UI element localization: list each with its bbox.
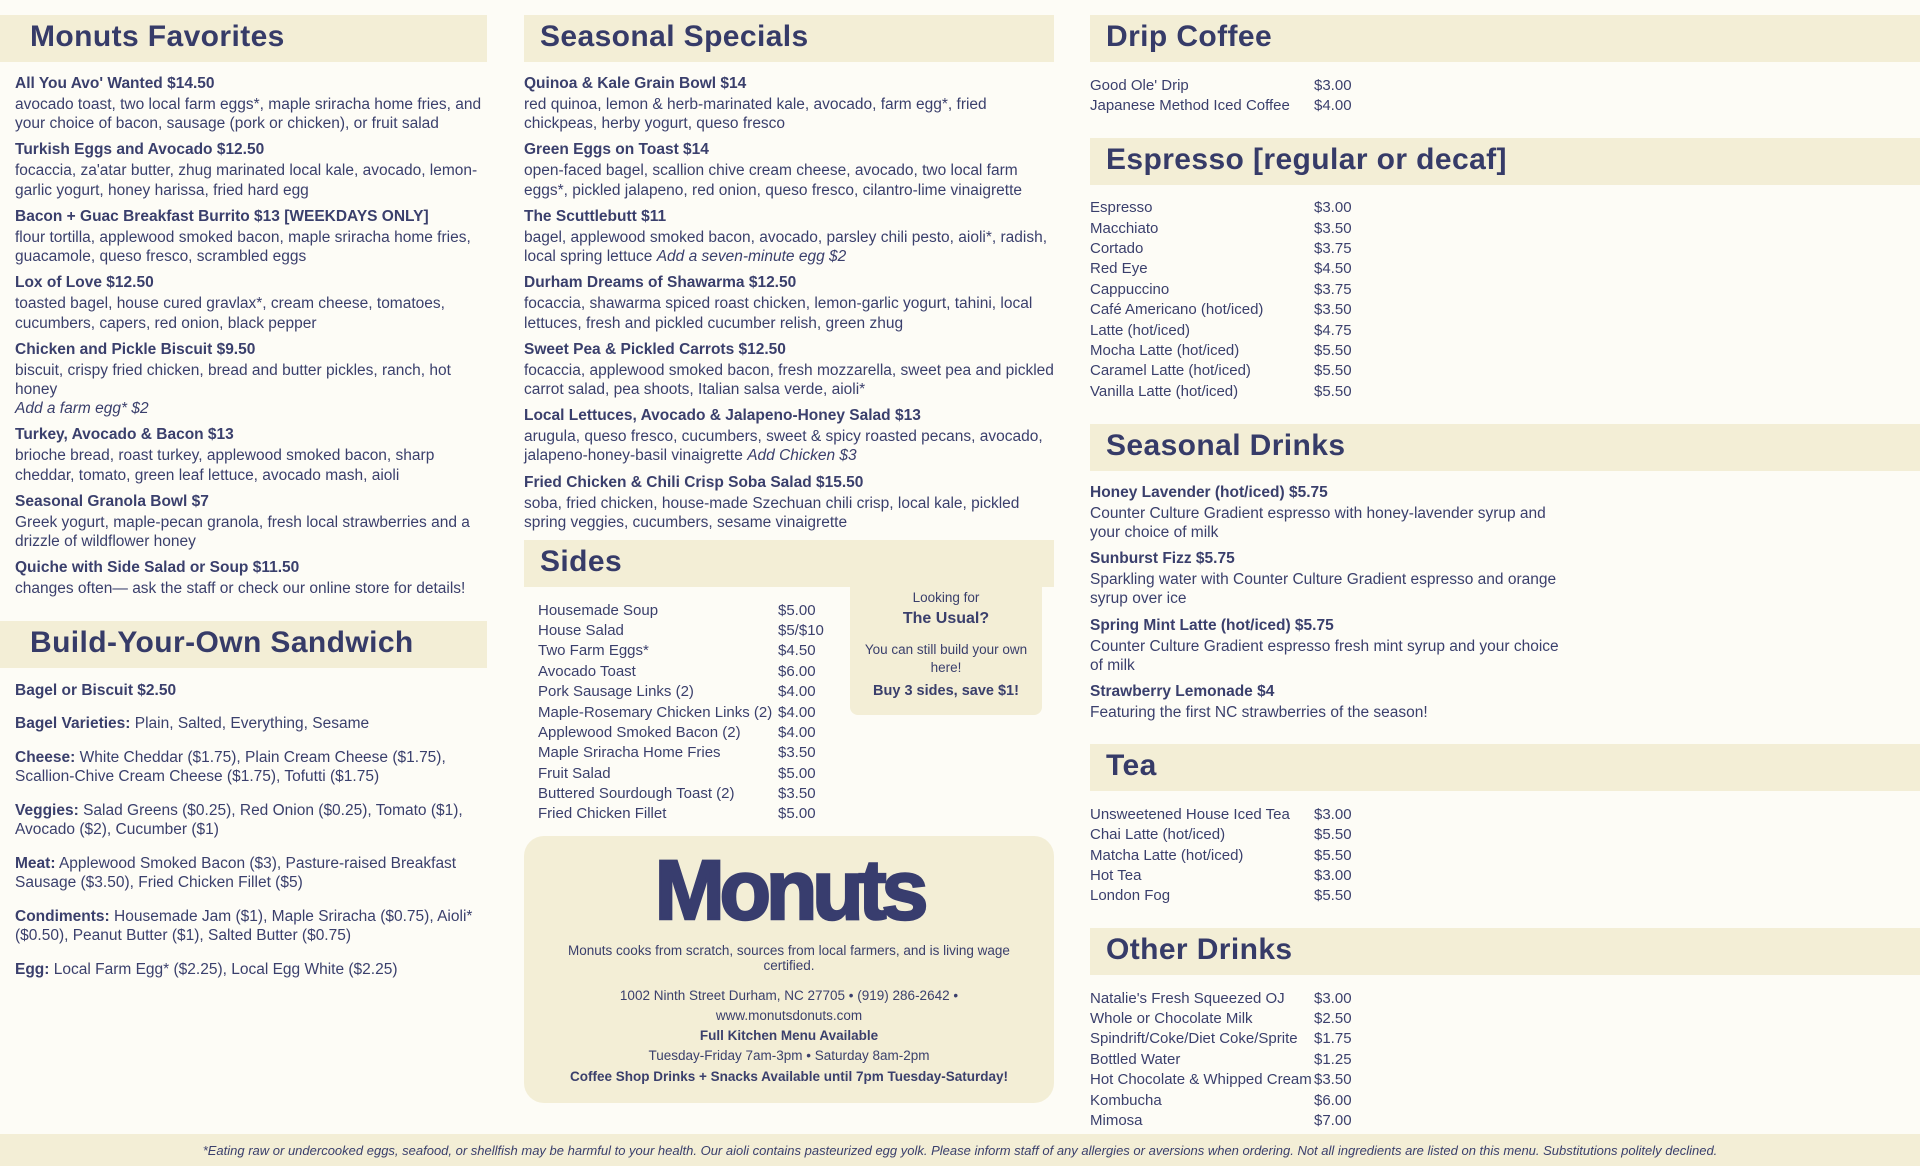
espresso-list bbox=[1090, 198, 1568, 402]
menu-item bbox=[15, 341, 487, 419]
side-name: Fruit Salad bbox=[538, 764, 611, 782]
drink-row bbox=[1090, 845, 1568, 865]
menu-item-desc: Counter Culture Gradient espresso fresh mint syrup and your choice of milk bbox=[1090, 637, 1559, 674]
usual-line-1: Looking for bbox=[912, 590, 980, 605]
menu-item-desc-text: focaccia, shawarma spiced roast chicken, lemon-garlic yogurt, tahini, local lettuces, fresh and pickled cucumber relish, green zhug bbox=[524, 295, 1033, 332]
drink-row bbox=[1090, 218, 1568, 238]
byo-line-text: White Cheddar ($1.75), Plain Cream Cheese ($1.75), Scallion-Chive Cream Cheese ($1.75), Tofutti ($1.75) bbox=[15, 748, 446, 786]
side-name: Avocado Toast bbox=[538, 662, 636, 680]
byo-line-label: Bagel Varieties: bbox=[15, 715, 131, 733]
byo-line-label: Condiments: bbox=[15, 907, 110, 925]
side-name: Buttered Sourdough Toast (2) bbox=[538, 785, 735, 803]
menu-item-name: Durham Dreams of Shawarma $12.50 bbox=[524, 274, 797, 292]
drink-name: Red Eye bbox=[1090, 260, 1148, 278]
drink-name: Kombucha bbox=[1090, 1091, 1162, 1109]
side-price: $5.00 bbox=[778, 764, 816, 782]
drink-price: $7.00 bbox=[1314, 1112, 1352, 1130]
menu-item-desc bbox=[524, 427, 1054, 465]
drink-price: $3.00 bbox=[1314, 76, 1352, 94]
tea-list bbox=[1090, 804, 1568, 906]
menu-item-name: Sunburst Fizz $5.75 bbox=[1090, 550, 1235, 568]
menu-item bbox=[1090, 484, 1568, 542]
menu-item bbox=[524, 341, 1054, 399]
menu-item-name: Quiche with Side Salad or Soup $11.50 bbox=[15, 559, 300, 577]
drink-price: $5.50 bbox=[1314, 342, 1352, 360]
kitchen-hours: Tuesday-Friday 7am-3pm • Saturday 8am-2pm bbox=[648, 1048, 930, 1064]
section-title-favorites: Monuts Favorites bbox=[0, 15, 487, 62]
section-title-specials: Seasonal Specials bbox=[524, 15, 1054, 62]
side-row bbox=[538, 682, 858, 702]
drink-name: Cortado bbox=[1090, 240, 1144, 258]
menu-item-desc bbox=[524, 95, 1054, 133]
drink-row bbox=[1090, 300, 1568, 320]
coffee-shop-hours: Coffee Shop Drinks + Snacks Available until 7pm Tuesday-Saturday! bbox=[570, 1068, 1008, 1084]
drink-row bbox=[1090, 259, 1568, 279]
menu-item-desc: Counter Culture Gradient espresso with honey-lavender syrup and your choice of milk bbox=[1090, 504, 1546, 541]
menu-item-name: Turkish Eggs and Avocado $12.50 bbox=[15, 141, 265, 159]
menu-item-name: Chicken and Pickle Biscuit $9.50 bbox=[15, 340, 256, 358]
side-price: $4.00 bbox=[778, 683, 816, 701]
menu-item-desc-text: open-faced bagel, scallion chive cream cheese, avocado, two local farm eggs*, pickled jalapeno, red onion, queso fresco, cilantro-lime vinaigrette bbox=[524, 162, 1023, 199]
byo-line bbox=[15, 714, 487, 734]
menu-item bbox=[15, 208, 487, 266]
monuts-logo: Monuts bbox=[654, 843, 924, 938]
side-name: Fried Chicken Fillet bbox=[538, 805, 667, 823]
menu-item-desc-text: flour tortilla, applewood smoked bacon, maple sriracha home fries, guacamole, queso fresco, scrambled eggs bbox=[15, 228, 471, 266]
drink-row bbox=[1090, 1009, 1568, 1029]
menu-item-name: Seasonal Granola Bowl $7 bbox=[15, 492, 209, 510]
favorites-list bbox=[15, 75, 487, 599]
byo-line-label: Veggies: bbox=[15, 801, 79, 819]
drink-price: $5.50 bbox=[1314, 887, 1352, 905]
drink-name: Café Americano (hot/iced) bbox=[1090, 301, 1264, 319]
drink-price: $4.50 bbox=[1314, 260, 1352, 278]
section-title-drip: Drip Coffee bbox=[1090, 15, 1920, 62]
menu-item-desc: Sparkling water with Counter Culture Gradient espresso and orange syrup over ice bbox=[1090, 571, 1557, 608]
drink-name: Japanese Method Iced Coffee bbox=[1090, 96, 1290, 114]
menu-item-desc bbox=[15, 579, 487, 598]
drink-name: London Fog bbox=[1090, 887, 1171, 905]
drink-price: $6.00 bbox=[1314, 1091, 1352, 1109]
drink-row bbox=[1090, 239, 1568, 259]
menu-item-name: Local Lettuces, Avocado & Jalapeno-Honey Salad $13 bbox=[524, 407, 921, 425]
side-name: Applewood Smoked Bacon (2) bbox=[538, 723, 741, 741]
byo-line bbox=[15, 907, 487, 946]
drink-row bbox=[1090, 1090, 1568, 1110]
drink-price: $3.50 bbox=[1314, 1071, 1352, 1089]
menu-item-desc-text: brioche bread, roast turkey, applewood smoked bacon, sharp cheddar, tomato, green leaf lettuce, avocado mash, aioli bbox=[15, 447, 435, 484]
menu-item-inline-note: Add Chicken $3 bbox=[747, 447, 857, 465]
menu-item-desc-text: arugula, queso fresco, cucumbers, sweet & spicy roasted pecans, avocado, jalapeno-honey-basil vinaigrette bbox=[524, 428, 1043, 465]
menu-item-desc-text: bagel, applewood smoked bacon, avocado, parsley chili pesto, aioli*, radish, local spring lettuce bbox=[524, 228, 1048, 266]
section-title-byo: Build-Your-Own Sandwich bbox=[0, 621, 487, 668]
side-row bbox=[538, 641, 858, 661]
side-row bbox=[538, 784, 858, 804]
menu-item bbox=[524, 474, 1054, 532]
menu-item bbox=[524, 407, 1054, 465]
menu-item-desc bbox=[15, 294, 487, 332]
drink-name: Macchiato bbox=[1090, 219, 1159, 237]
drink-price: $2.50 bbox=[1314, 1010, 1352, 1028]
menu-item-name: All You Avo' Wanted $14.50 bbox=[15, 75, 215, 92]
seasonal-drinks-list bbox=[1090, 484, 1568, 723]
other-drinks-list bbox=[1090, 988, 1568, 1131]
drink-name: Cappuccino bbox=[1090, 280, 1170, 298]
byo-list bbox=[15, 681, 487, 980]
usual-line-2: The Usual? bbox=[902, 609, 990, 627]
column-center bbox=[524, 0, 1054, 1103]
side-name: Maple Sriracha Home Fries bbox=[538, 744, 721, 762]
side-price: $5.00 bbox=[778, 601, 816, 619]
side-row bbox=[538, 661, 858, 681]
menu-item-desc bbox=[524, 494, 1054, 532]
side-price: $3.50 bbox=[778, 744, 816, 762]
drink-row bbox=[1090, 1070, 1568, 1090]
drink-price: $1.25 bbox=[1314, 1050, 1352, 1068]
side-price: $4.00 bbox=[778, 703, 816, 721]
byo-line bbox=[15, 748, 487, 787]
drink-row bbox=[1090, 1049, 1568, 1069]
drink-price: $3.50 bbox=[1314, 219, 1352, 237]
drink-row bbox=[1090, 804, 1568, 824]
column-left bbox=[15, 0, 487, 993]
menu-item-desc-text: red quinoa, lemon & herb-marinated kale, avocado, farm egg*, fried chickpeas, herby yogurt, queso fresco bbox=[524, 96, 987, 133]
drink-name: Bottled Water bbox=[1090, 1050, 1181, 1068]
side-row bbox=[538, 743, 858, 763]
side-price: $6.00 bbox=[778, 662, 816, 680]
byo-line-label: Egg: bbox=[15, 960, 50, 978]
menu-item-name: Honey Lavender (hot/iced) $5.75 bbox=[1090, 483, 1328, 501]
drip-list bbox=[1090, 75, 1568, 116]
menu-item-name: Green Eggs on Toast $14 bbox=[524, 141, 709, 159]
menu-item-name: Bacon + Guac Breakfast Burrito $13 [WEEKDAYS ONLY] bbox=[15, 207, 429, 225]
menu-item-desc-text: soba, fried chicken, house-made Szechuan chili crisp, local kale, pickled spring veggies, cucumbers, sesame vinaigrette bbox=[524, 494, 1020, 531]
drink-name: Natalie's Fresh Squeezed OJ bbox=[1090, 989, 1285, 1007]
menu-item bbox=[1090, 550, 1568, 608]
drink-name: Hot Tea bbox=[1090, 866, 1142, 884]
footer-band bbox=[0, 1134, 1920, 1166]
drink-name: Matcha Latte (hot/iced) bbox=[1090, 846, 1244, 864]
side-row bbox=[538, 722, 858, 742]
drink-name: Caramel Latte (hot/iced) bbox=[1090, 362, 1251, 380]
drink-price: $3.75 bbox=[1314, 240, 1352, 258]
drink-row bbox=[1090, 75, 1568, 95]
menu-item-desc bbox=[524, 228, 1054, 266]
menu-item-name: The Scuttlebutt $11 bbox=[524, 207, 667, 225]
menu-item bbox=[15, 75, 487, 133]
drink-row bbox=[1090, 1029, 1568, 1049]
menu-item-desc-text: focaccia, applewood smoked bacon, fresh mozzarella, sweet pea and pickled carrot salad, pea shoots, Italian salsa verde, aioli* bbox=[524, 361, 1054, 398]
drink-price: $3.00 bbox=[1314, 866, 1352, 884]
drink-row bbox=[1090, 865, 1568, 885]
menu-item-name: Lox of Love $12.50 bbox=[15, 274, 154, 292]
byo-line bbox=[15, 854, 487, 893]
drink-price: $4.00 bbox=[1314, 96, 1352, 114]
menu-item-inline-note: Add a seven-minute egg $2 bbox=[656, 248, 847, 266]
footer-disclaimer: *Eating raw or undercooked eggs, seafood, or shellfish may be harmful to your health. Our aioli contains pasteurized egg yolk. Please inform staff of any allergies or aversions when ordering. Not all ingredients are listed on this menu. Substitutions politely declined. bbox=[202, 1142, 1718, 1158]
drink-name: Unsweetened House Iced Tea bbox=[1090, 805, 1290, 823]
menu-item-name: Spring Mint Latte (hot/iced) $5.75 bbox=[1090, 616, 1334, 634]
usual-line-3: You can still build your own here! bbox=[864, 642, 1028, 675]
drink-name: Mocha Latte (hot/iced) bbox=[1090, 342, 1240, 360]
menu-item bbox=[524, 274, 1054, 332]
side-price: $4.50 bbox=[778, 642, 816, 660]
menu-item-desc bbox=[15, 513, 487, 551]
menu-item-desc bbox=[524, 361, 1054, 399]
drink-price: $3.00 bbox=[1314, 199, 1352, 217]
menu-item-desc-text: Greek yogurt, maple-pecan granola, fresh local strawberries and a drizzle of wildflower honey bbox=[15, 513, 470, 551]
drink-name: Mimosa bbox=[1090, 1112, 1143, 1130]
section-title-tea: Tea bbox=[1090, 744, 1920, 791]
side-name: Two Farm Eggs* bbox=[538, 642, 649, 660]
side-price: $3.50 bbox=[778, 785, 816, 803]
drink-name: Good Ole' Drip bbox=[1090, 76, 1189, 94]
section-title-espresso: Espresso [regular or decaf] bbox=[1090, 138, 1920, 185]
menu-item-desc bbox=[15, 361, 487, 399]
drink-row bbox=[1090, 95, 1568, 115]
drink-price: $3.00 bbox=[1314, 805, 1352, 823]
drink-row bbox=[1090, 1111, 1568, 1131]
menu-item bbox=[15, 426, 487, 484]
kitchen-availability: Full Kitchen Menu Available bbox=[699, 1028, 879, 1044]
byo-line-text: Salad Greens ($0.25), Red Onion ($0.25), Tomato ($1), Avocado ($2), Cucumber ($1) bbox=[15, 801, 463, 839]
drink-price: $3.50 bbox=[1314, 301, 1352, 319]
drink-name: Whole or Chocolate Milk bbox=[1090, 1010, 1253, 1028]
info-card bbox=[524, 836, 1054, 1102]
menu-item-desc bbox=[15, 446, 487, 484]
menu-item-desc-text: avocado toast, two local farm eggs*, maple sriracha home fries, and your choice of bacon, sausage (pork or chicken), or fruit salad bbox=[15, 96, 482, 133]
menu-item bbox=[524, 208, 1054, 266]
drink-price: $5.50 bbox=[1314, 362, 1352, 380]
address-line: 1002 Ninth Street Durham, NC 27705 • (919) 286-2642 • www.monutsdonuts.com bbox=[619, 987, 959, 1023]
side-name: Pork Sausage Links (2) bbox=[538, 683, 694, 701]
side-row bbox=[538, 620, 858, 640]
drink-price: $4.75 bbox=[1314, 321, 1352, 339]
usual-callout bbox=[850, 575, 1042, 715]
drink-name: Chai Latte (hot/iced) bbox=[1090, 826, 1226, 844]
drink-name: Latte (hot/iced) bbox=[1090, 321, 1191, 339]
drink-row bbox=[1090, 988, 1568, 1008]
drink-row bbox=[1090, 320, 1568, 340]
drink-row bbox=[1090, 279, 1568, 299]
menu-item-desc-text: toasted bagel, house cured gravlax*, cream cheese, tomatoes, cucumbers, capers, red onion, black pepper bbox=[15, 295, 445, 332]
menu-item-desc bbox=[15, 95, 487, 133]
menu-item-desc bbox=[15, 228, 487, 266]
menu-item-desc bbox=[15, 161, 487, 199]
drink-name: Espresso bbox=[1090, 199, 1153, 217]
side-price: $5.00 bbox=[778, 805, 816, 823]
menu-item bbox=[15, 274, 487, 332]
drink-price: $3.75 bbox=[1314, 280, 1352, 298]
byo-line-label: Cheese: bbox=[15, 748, 76, 766]
byo-line-text: Applewood Smoked Bacon ($3), Pasture-raised Breakfast Sausage ($3.50), Fried Chicken Fillet ($5) bbox=[15, 854, 457, 892]
drink-row bbox=[1090, 825, 1568, 845]
drink-row bbox=[1090, 341, 1568, 361]
menu-item bbox=[15, 559, 487, 598]
menu-item bbox=[1090, 617, 1568, 675]
menu-item bbox=[1090, 683, 1568, 722]
section-title-other-drinks: Other Drinks bbox=[1090, 928, 1920, 975]
drink-price: $5.50 bbox=[1314, 826, 1352, 844]
section-title-sides: Sides bbox=[524, 540, 1054, 587]
side-row bbox=[538, 804, 858, 824]
menu-item-desc bbox=[524, 161, 1054, 199]
drink-name: Vanilla Latte (hot/iced) bbox=[1090, 382, 1239, 400]
byo-line bbox=[15, 681, 487, 701]
drink-price: $5.50 bbox=[1314, 846, 1352, 864]
side-name: Maple-Rosemary Chicken Links (2) bbox=[538, 703, 773, 721]
drink-row bbox=[1090, 198, 1568, 218]
menu-item-name: Fried Chicken & Chili Crisp Soba Salad $15.50 bbox=[524, 473, 864, 491]
menu-item bbox=[15, 493, 487, 551]
drink-name: Spindrift/Coke/Diet Coke/Sprite bbox=[1090, 1030, 1298, 1048]
menu-item-desc-text: changes often— ask the staff or check our online store for details! bbox=[15, 580, 466, 598]
side-row bbox=[538, 702, 858, 722]
menu-item-note: Add a farm egg* $2 bbox=[15, 400, 149, 418]
side-row bbox=[538, 763, 858, 783]
specials-list bbox=[524, 75, 1054, 532]
side-price: $5/$10 bbox=[778, 621, 824, 639]
menu-item-name: Sweet Pea & Pickled Carrots $12.50 bbox=[524, 340, 786, 358]
drink-price: $5.50 bbox=[1314, 382, 1352, 400]
byo-line bbox=[15, 801, 487, 840]
menu-item-name: Quinoa & Kale Grain Bowl $14 bbox=[524, 75, 747, 92]
menu-item-desc: Featuring the first NC strawberries of the season! bbox=[1090, 704, 1428, 721]
byo-line-text: Plain, Salted, Everything, Sesame bbox=[134, 715, 370, 733]
drink-row bbox=[1090, 381, 1568, 401]
menu-item-desc-text: focaccia, za'atar butter, zhug marinated local kale, avocado, lemon-garlic yogurt, honey harissa, fried hard egg bbox=[15, 162, 478, 199]
menu-item-desc-text: biscuit, crispy fried chicken, bread and butter pickles, ranch, hot honey bbox=[15, 361, 451, 398]
byo-line-label: Bagel or Biscuit $2.50 bbox=[15, 681, 177, 699]
side-name: House Salad bbox=[538, 621, 624, 639]
drink-name: Hot Chocolate & Whipped Cream bbox=[1090, 1071, 1312, 1089]
side-price: $4.00 bbox=[778, 723, 816, 741]
menu-item bbox=[524, 75, 1054, 133]
menu-item bbox=[524, 141, 1054, 199]
byo-line bbox=[15, 960, 487, 980]
section-title-seasonal-drinks: Seasonal Drinks bbox=[1090, 424, 1920, 471]
drink-row bbox=[1090, 361, 1568, 381]
tagline: Monuts cooks from scratch, sources from local farmers, and is living wage certified. bbox=[568, 942, 1010, 973]
drink-row bbox=[1090, 886, 1568, 906]
side-row bbox=[538, 600, 858, 620]
byo-line-label: Meat: bbox=[15, 854, 56, 872]
menu-item-name: Turkey, Avocado & Bacon $13 bbox=[15, 426, 234, 444]
menu-item-desc bbox=[524, 294, 1054, 332]
byo-line-text: Local Farm Egg* ($2.25), Local Egg White ($2.25) bbox=[53, 960, 398, 978]
side-name: Housemade Soup bbox=[538, 601, 659, 619]
usual-line-4: Buy 3 sides, save $1! bbox=[873, 683, 1019, 700]
menu-item-name: Strawberry Lemonade $4 bbox=[1090, 683, 1275, 700]
drink-price: $1.75 bbox=[1314, 1030, 1352, 1048]
menu-item bbox=[15, 141, 487, 199]
column-right bbox=[1090, 0, 1568, 1131]
drink-price: $3.00 bbox=[1314, 989, 1352, 1007]
byo-line-text: Housemade Jam ($1), Maple Sriracha ($0.75), Aioli* ($0.50), Peanut Butter ($1), Salted Butter ($0.75) bbox=[15, 907, 473, 945]
